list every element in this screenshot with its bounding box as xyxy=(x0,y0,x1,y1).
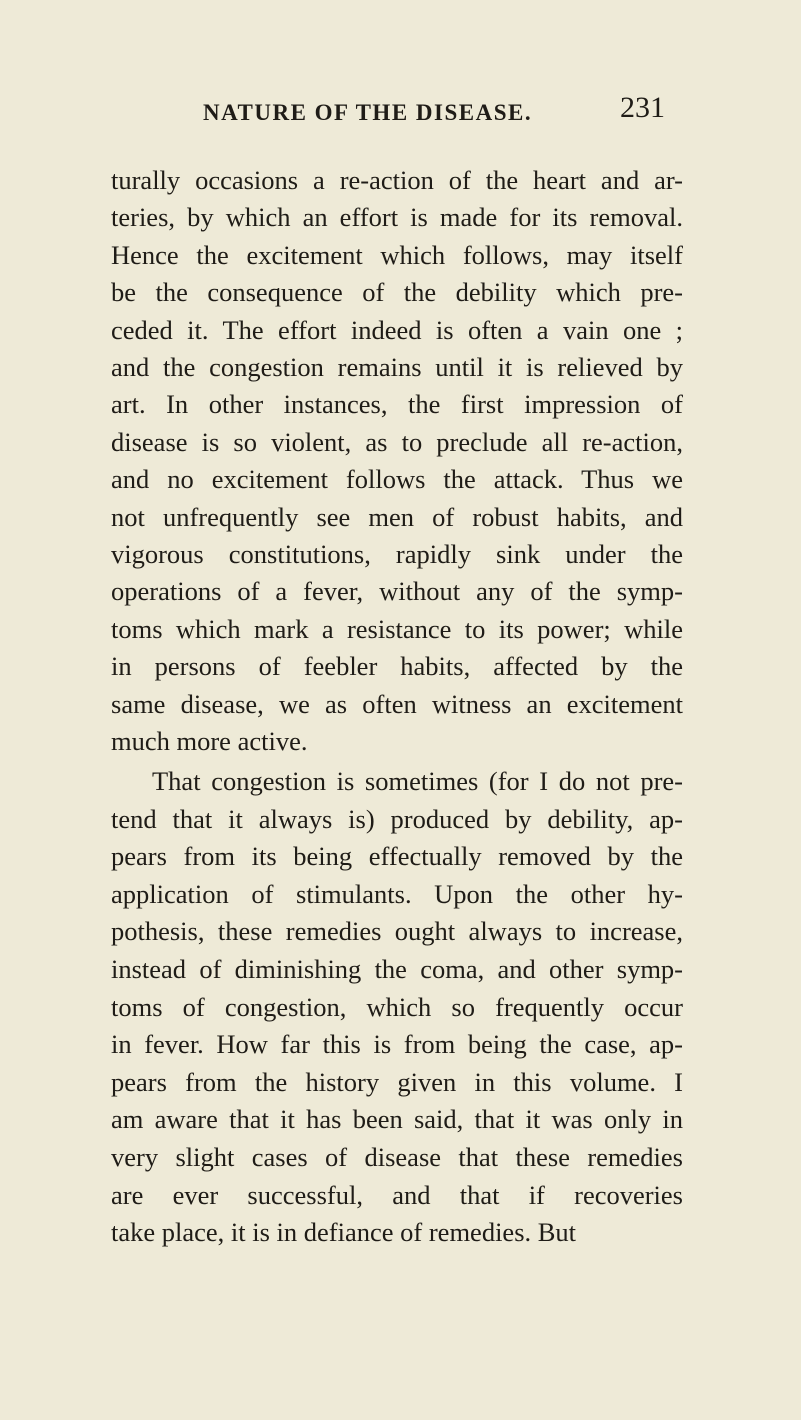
text-line: teries, by which an effort is made for its removal. xyxy=(111,202,683,233)
text-line: take place, it is in defiance of remedies. But xyxy=(111,1217,577,1248)
text-line: tend that it always is) produced by debility, ap- xyxy=(111,803,683,834)
text-line: very slight cases of disease that these remedies xyxy=(111,1142,683,1172)
text-line: disease is so violent, as to preclude all re-action, xyxy=(111,426,683,457)
text-line: much more active. xyxy=(111,726,308,756)
running-title: NATURE OF THE DISEASE. xyxy=(203,100,533,125)
text-line: vigorous constitutions, rapidly sink under the xyxy=(111,539,683,569)
text-line: instead of diminishing the coma, and other symp- xyxy=(111,954,683,984)
running-head xyxy=(0,91,801,135)
text-line: and the congestion remains until it is relieved by xyxy=(111,352,683,382)
text-line: That congestion is sometimes (for I do not pre- xyxy=(152,766,683,796)
text-line: pears from the history given in this volume. I xyxy=(111,1066,683,1097)
text-line: in persons of feebler habits, affected by the xyxy=(111,651,683,682)
text-line: same disease, we as often witness an excitement xyxy=(111,688,683,719)
text-line: application of stimulants. Upon the other hy- xyxy=(111,878,683,909)
page-number: 231 xyxy=(620,91,665,124)
text-line: and no excitement follows the attack. Thus we xyxy=(111,464,683,495)
text-line: pears from its being effectually removed by the xyxy=(111,841,683,872)
text-line: not unfrequently see men of robust habits, and xyxy=(111,501,683,532)
text-line: operations of a fever, without any of the symp- xyxy=(111,576,683,607)
text-line: toms of congestion, which so frequently occur xyxy=(111,991,683,1022)
text-line: ceded it. The effort indeed is often a vain one ; xyxy=(111,314,683,345)
text-line: be the consequence of the debility which pre- xyxy=(111,277,683,308)
text-line: toms which mark a resistance to its power; while xyxy=(111,613,683,644)
text-line: Hence the excitement which follows, may itself xyxy=(111,239,683,270)
text-line: in fever. How far this is from being the case, ap- xyxy=(111,1029,683,1060)
text-line: pothesis, these remedies ought always to increase, xyxy=(111,916,683,947)
text-line: are ever successful, and that if recoveries xyxy=(111,1179,683,1210)
text-line: am aware that it has been said, that it was only in xyxy=(111,1104,683,1135)
text-line: turally occasions a re-action of the heart and ar- xyxy=(111,165,683,195)
text-line: art. In other instances, the first impression of xyxy=(111,389,683,420)
